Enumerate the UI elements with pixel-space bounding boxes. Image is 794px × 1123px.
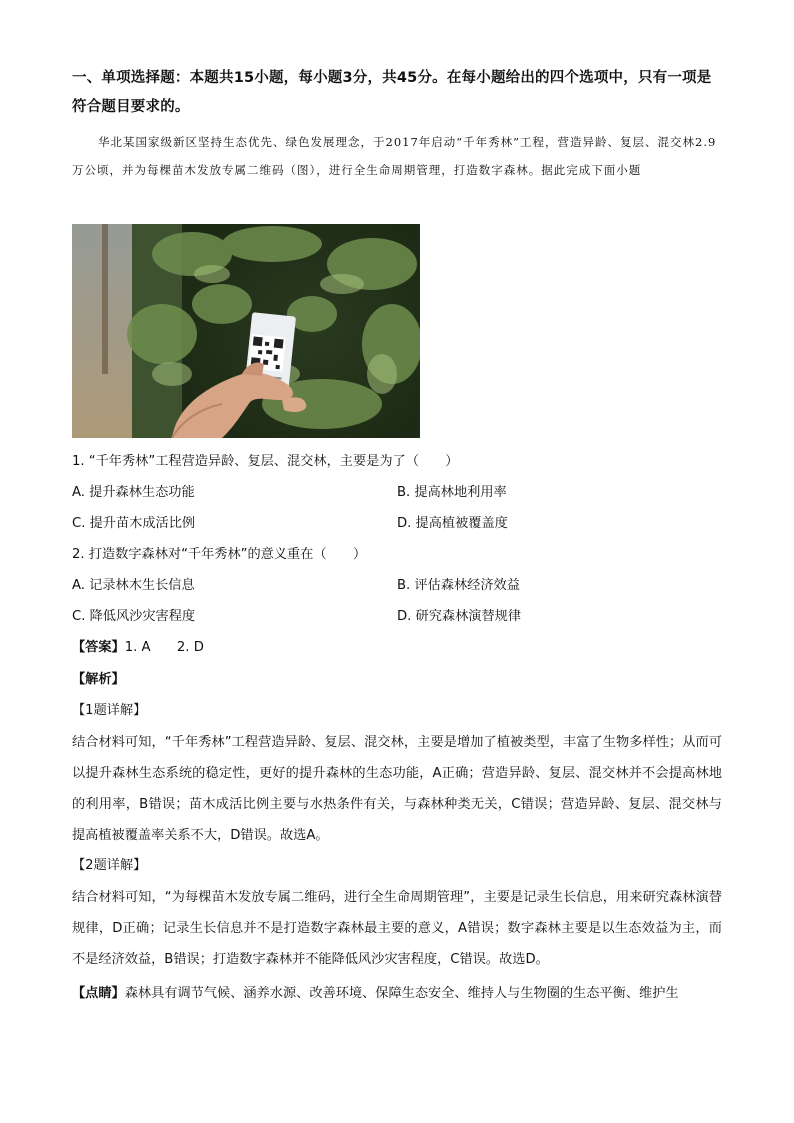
answer-line bbox=[72, 638, 204, 658]
question-2-option-d: D. 研究森林演替规律 bbox=[397, 609, 522, 624]
detail-2-text: 结合材料可知，“为每棵苗木发放专属二维码，进行全生命周期管理”，主要是记录生长信息，用来研究森林演替规律，D正确；记录生长信息并不是打造数字森林最主要的意义，A错误；数字森林主要是以生态效益为主，而不是经济效益，B错误；打造数字森林并不能降低风沙灾害程度，C错误。故选D。 bbox=[72, 890, 722, 967]
material-paragraph: 华北某国家级新区坚持生态优先、绿色发展理念，于2017年启动“千年秀林”工程，营造异龄、复层、混交林2.9万公顷，并为每棵苗木发放专属二维码（图），进行全生命周期管理，打造数字森林。据此完成下面小题 bbox=[72, 135, 717, 177]
question-2-option-c: C. 降低风沙灾害程度 bbox=[72, 609, 196, 624]
question-2-option-b: B. 评估森林经济效益 bbox=[397, 578, 520, 593]
section-heading: 一、单项选择题：本题共15小题，每小题3分，共45分。在每小题给出的四个选项中，只有一项是符合题目要求的。 bbox=[72, 70, 712, 115]
question-2-option-a: A. 记录林木生长信息 bbox=[72, 578, 195, 593]
detail-1-text: 结合材料可知，“千年秀林”工程营造异龄、复层、混交林，主要是增加了植被类型，丰富了生物多样性；从而可以提升森林生态系统的稳定性，更好的提升森林的生态功能，A正确；营造异龄、复层、混交林并不会提高林地的利用率，B错误；苗木成活比例主要与水热条件有关，与森林种类无关，C错误；营造异龄、复层、混交林与提高植被覆盖率关系不大，D错误。故选A。 bbox=[72, 735, 722, 843]
comment-text: 森林具有调节气候、涵养水源、改善环境、保障生态安全、维持人与生物圈的生态平衡、维护生 bbox=[124, 986, 679, 1001]
question-1-option-b: B. 提高林地利用率 bbox=[397, 485, 507, 500]
answer-label: 【答案】 bbox=[72, 640, 125, 655]
question-1-option-c: C. 提升苗木成活比例 bbox=[72, 516, 196, 531]
analysis-label bbox=[72, 670, 125, 690]
question-1-stem: 1. “千年秀林”工程营造异龄、复层、混交林，主要是为了（ ） bbox=[72, 454, 459, 469]
detail-1-label: 【1题详解】 bbox=[72, 703, 147, 718]
detail-2-label: 【2题详解】 bbox=[72, 858, 147, 873]
answer-text: 1. A 2. D bbox=[124, 640, 204, 655]
question-2-stem: 2. 打造数字森林对“千年秀林”的意义重在（ ） bbox=[72, 547, 367, 562]
qr-code-tree-photo bbox=[72, 224, 420, 438]
comment-line bbox=[72, 978, 722, 1009]
analysis-label-text: 【解析】 bbox=[72, 672, 125, 687]
question-1-option-a: A. 提升森林生态功能 bbox=[72, 485, 195, 500]
question-1-option-d: D. 提高植被覆盖度 bbox=[397, 516, 508, 531]
comment-label: 【点睛】 bbox=[72, 986, 125, 1001]
